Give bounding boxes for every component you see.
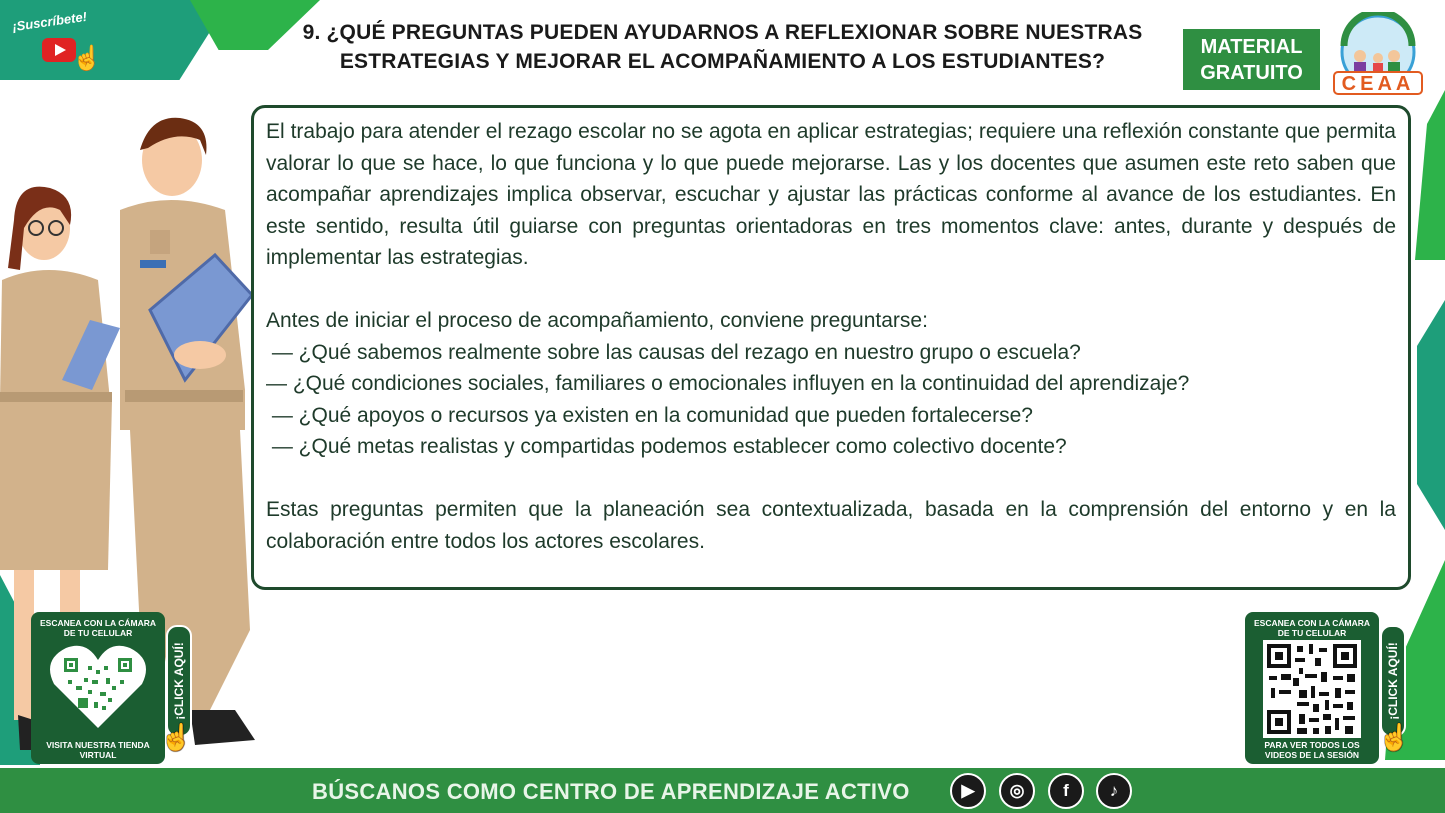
closing-paragraph: Estas preguntas permiten que la planeación sea contextualizada, basada en la comprensión del entorno y en la colaboración entre todos los actores escolares. — [266, 498, 1396, 553]
question-item: — ¿Qué condiciones sociales, familiares o emocionales influyen en la continuidad del aprendizaje? — [266, 372, 1190, 395]
facebook-icon[interactable]: f — [1048, 773, 1084, 809]
content-box — [251, 105, 1411, 590]
before-heading: Antes de iniciar el proceso de acompañamiento, conviene preguntarse: — [266, 309, 928, 332]
right-decoration — [1415, 90, 1445, 260]
click-here-button[interactable] — [166, 625, 192, 737]
page-title: 9. ¿QUÉ PREGUNTAS PUEDEN AYUDARNOS A REFLEXIONAR SOBRE NUESTRAS ESTRATEGIAS Y MEJORAR EL ACOMPAÑAMIENTO A LOS ESTUDIANTES? — [302, 21, 1143, 73]
click-here-label: ¡CLICK AQUÍ! — [172, 642, 186, 720]
qr-caption: PARA VER TODOS LOS VIDEOS DE LA SESIÓN — [1264, 740, 1360, 760]
intro-paragraph: El trabajo para atender el rezago escolar no se agota en aplicar estrategias; requiere una reflexión constante que permita valorar lo que se hace, lo que funciona y lo que puede mejorarse. Las y los docentes que asumen este reto saben que acompañar aprendizajes implica observar, escuchar y ajustar las prácticas conforme al avance de los estudiantes. En este sentido, resulta útil guiarse con preguntas orientadoras en tres momentos clave: antes, durante y después de implementar las estrategias. — [266, 120, 1396, 269]
free-material-badge — [1183, 29, 1320, 90]
qr-code[interactable] — [1263, 640, 1361, 738]
tiktok-icon[interactable]: ♪ — [1096, 773, 1132, 809]
subscribe-label[interactable]: ¡Suscríbete! — [11, 8, 88, 35]
pointer-hand-icon: ☝ — [160, 722, 193, 752]
ceaa-logo — [1330, 12, 1426, 98]
videos-qr-card[interactable] — [1245, 612, 1379, 764]
question-item: — ¿Qué metas realistas y compartidas podemos establecer como colectivo docente? — [266, 435, 1067, 458]
click-here-button[interactable] — [1380, 625, 1406, 737]
qr-caption: VISITA NUESTRA TIENDA VIRTUAL — [46, 740, 150, 760]
logo-text: CEAA — [1341, 73, 1415, 95]
question-item: — ¿Qué apoyos o recursos ya existen en la comunidad que pueden fortalecerse? — [266, 403, 1033, 427]
footer-text: BÚSCANOS COMO CENTRO DE APRENDIZAJE ACTIVO — [312, 779, 910, 804]
header-ribbon — [0, 0, 230, 80]
pointer-hand-icon: ☝ — [1378, 722, 1411, 752]
badge-line-1: MATERIAL — [1200, 35, 1303, 58]
youtube-subscribe-icon[interactable] — [42, 38, 76, 62]
instagram-icon[interactable]: ◎ — [999, 773, 1035, 809]
click-here-label: ¡CLICK AQUÍ! — [1386, 642, 1400, 720]
qr-instructions: ESCANEA CON LA CÁMARA DE TU CELULAR — [1253, 618, 1370, 638]
badge-line-2: GRATUITO — [1200, 61, 1303, 84]
pointer-hand-icon: ☝ — [72, 45, 102, 72]
question-item: — ¿Qué sabemos realmente sobre las causas del rezago en nuestro grupo o escuela? — [266, 340, 1081, 364]
store-qr-card[interactable] — [31, 612, 165, 764]
right-decoration — [1417, 300, 1445, 530]
heart-qr-code[interactable] — [48, 640, 148, 730]
youtube-icon[interactable]: ▶ — [950, 773, 986, 809]
qr-instructions: ESCANEA CON LA CÁMARA DE TU CELULAR — [39, 618, 156, 638]
